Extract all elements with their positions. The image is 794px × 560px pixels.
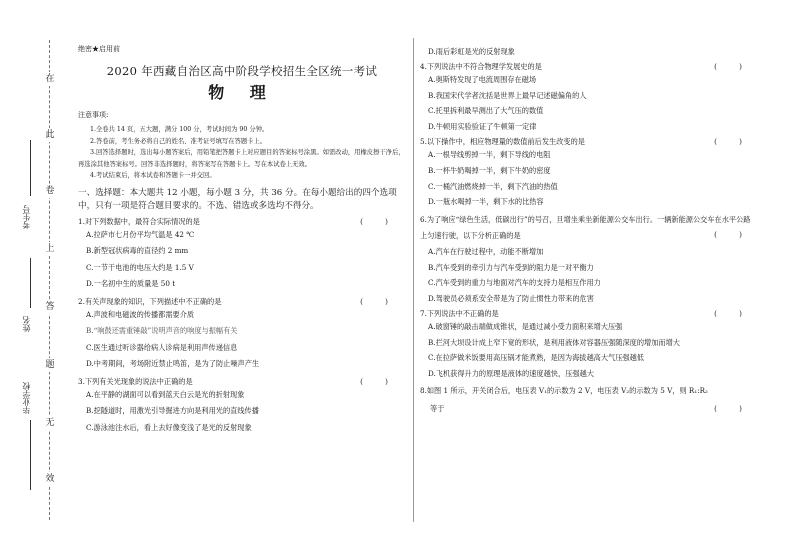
label-name: 姓名 <box>22 316 31 332</box>
option: C.医生通过听诊器给病人诊病是利用声传递信息 <box>86 342 238 352</box>
option: A.声波和电磁波的传播都需要介质 <box>86 309 195 319</box>
answer-bracket: ( ) <box>360 376 398 386</box>
option: D.中考期间，考场附近禁止鸣笛，是为了防止噪声产生 <box>86 359 260 368</box>
notice-item: 2.答卷前，考生务必将自己的姓名、准考证号填写在答题卡上。 <box>90 137 267 145</box>
question-stem-tail: 等于 <box>430 404 445 414</box>
question-8 <box>420 383 760 417</box>
option: D.牛顿用实验验证了牛顿第一定律 <box>428 122 537 132</box>
question-7 <box>420 309 760 381</box>
option: A.拉萨市七月份平均气温是 42 ℃ <box>86 229 195 239</box>
right-column <box>420 44 760 417</box>
question-stem: 3.下列有关光现象的说法中正确的是 <box>78 376 193 386</box>
question-4 <box>420 62 760 135</box>
question-6 <box>420 212 760 307</box>
option: B.“响鼓还需重锤敲”说明声音的响度与振幅有关 <box>86 326 238 335</box>
option: D.驾驶员必须系安全带是为了防止惯性力带来的危害 <box>428 294 594 304</box>
question-3 <box>78 377 406 437</box>
seal-char: 答 <box>43 300 57 314</box>
seal-char: 此 <box>43 128 57 142</box>
option: D.一名初中生的质量是 50 t <box>86 279 176 288</box>
option: D.一瓶水喝掉一半，剩下水的比热容 <box>428 197 544 207</box>
section-heading: 一、选择题：本大题共 12 小题，每小题 3 分，共 36 分。在每小题给出的四个选项中，只有一项是符合题目要求的。不选、错选或多选均不得分。 <box>78 187 397 211</box>
option: B.拦河大坝设计成上窄下宽的形状，是利用液体对容器压强随深度的增加而增大 <box>428 337 680 347</box>
answer-bracket: ( ) <box>360 296 398 306</box>
option: B.一杯牛奶喝掉一半，剩下牛奶的密度 <box>428 165 551 175</box>
notice-item: 1.全卷共 14 页，五大题，满分 100 分，考试时间为 90 分钟。 <box>90 126 269 133</box>
option: B.汽车受到的牵引力与汽车受到的阻力是一对平衡力 <box>428 262 594 272</box>
column-divider <box>413 38 414 522</box>
question-stem: 6.为了响应“绿色生活，低碳出行”的号召，旦增坐乘坐新能源公交车出行。一辆新能源公交车在水平公路上匀速行驶，以下分析正确的是 <box>420 215 751 240</box>
question-stem: 7.下列说法中不正确的是 <box>420 308 499 318</box>
option: A.破窗锤的敲击端做成锥状，是通过减小受力面积来增大压强 <box>428 321 623 331</box>
question-5 <box>420 137 760 210</box>
seal-char: 题 <box>43 358 57 372</box>
option: D.雨后彩虹是光的反射现象 <box>428 47 515 56</box>
option: A.一根导线剪掉一半，剩下导线的电阻 <box>428 149 551 159</box>
label-candidate-number: 考生号 <box>22 205 31 229</box>
question-2 <box>78 297 406 373</box>
answer-bracket: ( ) <box>714 308 752 318</box>
option: C.游泳池注水后，看上去好像变浅了是光的反射现象 <box>86 422 252 432</box>
notice-item: 3.回答选择题时，选出每小题答案后，用铅笔把答题卡上对应题目的答案标号涂黑。如需改动，用橡皮擦干净后，再选涂其他答案标号。回答非选择题时，将答案写在答题卡上。写在本试卷上无效。 <box>78 149 405 168</box>
question-stem: 1.对下列数据中，最符合实际情况的是 <box>78 216 200 226</box>
seal-char: 在 <box>43 72 57 86</box>
answer-bracket: ( ) <box>714 229 752 239</box>
option: D.飞机获得升力的原理是液体的速度越快，压强越大 <box>428 368 594 378</box>
option: A.汽车在行驶过程中，动能不断增加 <box>428 246 544 256</box>
answer-bracket: ( ) <box>714 61 752 71</box>
exam-title: 2020 年西藏自治区高中阶段学校招生全区统一考试 <box>106 64 378 78</box>
option: A.在平静的湖面可以看到蓝天白云是光的折射现象 <box>86 389 245 399</box>
option: C.一节干电池的电压大约是 1.5 V <box>86 262 194 272</box>
question-stem: 5.以下操作中，相应物理量的数值前后发生改变的是 <box>420 136 585 146</box>
seal-char: 上 <box>43 242 57 256</box>
seal-char: 卷 <box>43 184 57 198</box>
option: C.汽车受到的重力与地面对汽车的支持力是相互作用力 <box>428 278 601 288</box>
question-stem: 2.有关声现象的知识，下列描述中不正确的是 <box>78 296 222 306</box>
fill-line <box>30 258 31 308</box>
option: B.新型冠状病毒的直径约 2 mm <box>86 246 189 255</box>
binding-margin <box>0 0 76 560</box>
question-stem: 4.下列说法中不符合物理学发展史的是 <box>420 61 542 71</box>
left-column <box>78 44 406 436</box>
label-school: 毕业学校 <box>22 382 31 414</box>
option: C.一桶汽油燃烧掉一半，剩下汽油的热值 <box>428 181 558 191</box>
fill-line <box>30 420 31 490</box>
option: C.托里拆利最早测出了大气压的数值 <box>428 106 544 116</box>
secret-mark: 绝密★启用前 <box>78 45 120 53</box>
option: A.奥斯特发现了电流周围存在磁场 <box>428 74 537 84</box>
fill-line <box>30 140 31 196</box>
seal-char: 无 <box>43 416 57 430</box>
notice-item: 4.考试结束后，将本试卷和答题卡一并交回。 <box>90 172 216 179</box>
option: B.挖隧道时，用激光引导掘进方向是利用光的直线传播 <box>86 406 259 415</box>
question-1 <box>78 217 406 293</box>
option: B.我国宋代学者沈括是世界上最早记述磁偏角的人 <box>428 90 587 100</box>
seal-dashed-line <box>49 40 50 520</box>
answer-bracket: ( ) <box>714 136 752 146</box>
question-stem: 8.如图 1 所示，开关闭合后，电压表 V₁的示数为 2 V，电压表 V₂的示数为 5 V，则 R₁:R₂ <box>420 386 708 396</box>
notice-title: 注意事项: <box>78 111 109 119</box>
answer-bracket: ( ) <box>360 216 398 226</box>
seal-char: 效 <box>43 472 57 486</box>
answer-bracket: ( ) <box>714 404 752 414</box>
option: C.在拉萨做米饭要用高压锅才能煮熟，是因为海拔越高大气压强越低 <box>428 352 644 362</box>
subject-title: 物 理 <box>208 83 276 102</box>
